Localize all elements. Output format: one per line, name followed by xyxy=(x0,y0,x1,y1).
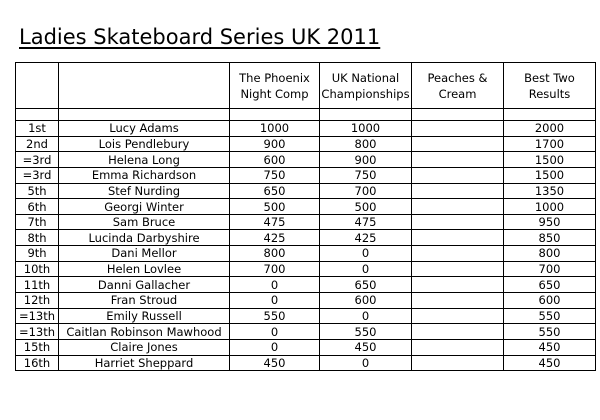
cell-peaches-and-cream xyxy=(412,355,504,371)
cell-position: 1st xyxy=(16,121,59,137)
cell-phoenix-night-comp: 0 xyxy=(230,324,320,340)
cell-best-two-results: 550 xyxy=(504,308,596,324)
cell-peaches-and-cream xyxy=(412,230,504,246)
cell-position: 5th xyxy=(16,183,59,199)
cell-uk-national-championships: 1000 xyxy=(320,121,412,137)
spacer-cell xyxy=(504,109,596,121)
cell-position: =3rd xyxy=(16,152,59,168)
cell-best-two-results: 1500 xyxy=(504,167,596,183)
cell-position: 15th xyxy=(16,339,59,355)
page-title: Ladies Skateboard Series UK 2011 xyxy=(19,25,381,49)
cell-phoenix-night-comp: 650 xyxy=(230,183,320,199)
cell-peaches-and-cream xyxy=(412,339,504,355)
cell-position: 10th xyxy=(16,261,59,277)
table-row xyxy=(16,199,596,215)
column-header-position xyxy=(16,63,59,109)
cell-phoenix-night-comp: 550 xyxy=(230,308,320,324)
table-row xyxy=(16,167,596,183)
table-row xyxy=(16,261,596,277)
cell-uk-national-championships: 450 xyxy=(320,339,412,355)
cell-best-two-results: 450 xyxy=(504,339,596,355)
cell-position: =3rd xyxy=(16,167,59,183)
cell-uk-national-championships: 0 xyxy=(320,355,412,371)
cell-position: 9th xyxy=(16,246,59,262)
column-header-best-two-results: Best Two Results xyxy=(504,63,596,109)
column-header-name xyxy=(59,63,230,109)
cell-phoenix-night-comp: 900 xyxy=(230,136,320,152)
cell-position: 2nd xyxy=(16,136,59,152)
cell-position: =13th xyxy=(16,308,59,324)
cell-phoenix-night-comp: 500 xyxy=(230,199,320,215)
cell-name: Danni Gallacher xyxy=(59,277,230,293)
cell-position: 7th xyxy=(16,214,59,230)
cell-uk-national-championships: 600 xyxy=(320,293,412,309)
cell-peaches-and-cream xyxy=(412,183,504,199)
table-row xyxy=(16,183,596,199)
cell-phoenix-night-comp: 750 xyxy=(230,167,320,183)
cell-phoenix-night-comp: 1000 xyxy=(230,121,320,137)
cell-name: Helena Long xyxy=(59,152,230,168)
cell-best-two-results: 600 xyxy=(504,293,596,309)
cell-uk-national-championships: 500 xyxy=(320,199,412,215)
cell-name: Georgi Winter xyxy=(59,199,230,215)
cell-best-two-results: 1700 xyxy=(504,136,596,152)
cell-peaches-and-cream xyxy=(412,277,504,293)
column-header-uk-national-championships: UK National Championships xyxy=(320,63,412,109)
cell-phoenix-night-comp: 475 xyxy=(230,214,320,230)
cell-name: Lucy Adams xyxy=(59,121,230,137)
cell-uk-national-championships: 425 xyxy=(320,230,412,246)
cell-position: 6th xyxy=(16,199,59,215)
cell-uk-national-championships: 900 xyxy=(320,152,412,168)
table-row xyxy=(16,246,596,262)
table-row xyxy=(16,308,596,324)
table-row xyxy=(16,121,596,137)
spacer-cell xyxy=(230,109,320,121)
table-row xyxy=(16,324,596,340)
table-row xyxy=(16,152,596,168)
cell-name: Fran Stroud xyxy=(59,293,230,309)
cell-uk-national-championships: 475 xyxy=(320,214,412,230)
cell-phoenix-night-comp: 0 xyxy=(230,293,320,309)
spacer-cell xyxy=(412,109,504,121)
cell-uk-national-championships: 0 xyxy=(320,261,412,277)
column-header-peaches-and-cream: Peaches & Cream xyxy=(412,63,504,109)
cell-best-two-results: 1500 xyxy=(504,152,596,168)
table-row xyxy=(16,293,596,309)
cell-best-two-results: 800 xyxy=(504,246,596,262)
cell-uk-national-championships: 750 xyxy=(320,167,412,183)
table-row xyxy=(16,339,596,355)
cell-peaches-and-cream xyxy=(412,214,504,230)
cell-phoenix-night-comp: 0 xyxy=(230,277,320,293)
cell-uk-national-championships: 0 xyxy=(320,246,412,262)
cell-phoenix-night-comp: 425 xyxy=(230,230,320,246)
cell-peaches-and-cream xyxy=(412,199,504,215)
cell-name: Claire Jones xyxy=(59,339,230,355)
cell-peaches-and-cream xyxy=(412,152,504,168)
cell-best-two-results: 950 xyxy=(504,214,596,230)
cell-best-two-results: 1000 xyxy=(504,199,596,215)
spacer-cell xyxy=(320,109,412,121)
spacer-cell xyxy=(59,109,230,121)
cell-uk-national-championships: 0 xyxy=(320,308,412,324)
cell-phoenix-night-comp: 450 xyxy=(230,355,320,371)
cell-name: Caitlan Robinson Mawhood xyxy=(59,324,230,340)
cell-best-two-results: 2000 xyxy=(504,121,596,137)
cell-best-two-results: 700 xyxy=(504,261,596,277)
cell-position: =13th xyxy=(16,324,59,340)
cell-peaches-and-cream xyxy=(412,246,504,262)
cell-best-two-results: 850 xyxy=(504,230,596,246)
table-row xyxy=(16,277,596,293)
cell-phoenix-night-comp: 700 xyxy=(230,261,320,277)
cell-name: Sam Bruce xyxy=(59,214,230,230)
cell-name: Stef Nurding xyxy=(59,183,230,199)
table-row xyxy=(16,355,596,371)
cell-name: Dani Mellor xyxy=(59,246,230,262)
table-row xyxy=(16,230,596,246)
cell-position: 11th xyxy=(16,277,59,293)
results-table xyxy=(15,62,596,371)
spacer-row xyxy=(16,109,596,121)
header-row xyxy=(16,63,596,109)
cell-name: Emma Richardson xyxy=(59,167,230,183)
cell-name: Lois Pendlebury xyxy=(59,136,230,152)
column-header-phoenix-night-comp: The Phoenix Night Comp xyxy=(230,63,320,109)
cell-phoenix-night-comp: 0 xyxy=(230,339,320,355)
cell-peaches-and-cream xyxy=(412,261,504,277)
cell-peaches-and-cream xyxy=(412,308,504,324)
table-row xyxy=(16,136,596,152)
cell-uk-national-championships: 800 xyxy=(320,136,412,152)
cell-peaches-and-cream xyxy=(412,293,504,309)
cell-peaches-and-cream xyxy=(412,136,504,152)
cell-position: 8th xyxy=(16,230,59,246)
cell-peaches-and-cream xyxy=(412,121,504,137)
cell-name: Helen Lovlee xyxy=(59,261,230,277)
cell-name: Lucinda Darbyshire xyxy=(59,230,230,246)
spacer-cell xyxy=(16,109,59,121)
cell-position: 12th xyxy=(16,293,59,309)
cell-best-two-results: 550 xyxy=(504,324,596,340)
cell-name: Harriet Sheppard xyxy=(59,355,230,371)
cell-phoenix-night-comp: 600 xyxy=(230,152,320,168)
cell-best-two-results: 650 xyxy=(504,277,596,293)
cell-uk-national-championships: 650 xyxy=(320,277,412,293)
cell-best-two-results: 450 xyxy=(504,355,596,371)
cell-peaches-and-cream xyxy=(412,324,504,340)
cell-peaches-and-cream xyxy=(412,167,504,183)
cell-best-two-results: 1350 xyxy=(504,183,596,199)
table-row xyxy=(16,214,596,230)
cell-position: 16th xyxy=(16,355,59,371)
cell-phoenix-night-comp: 800 xyxy=(230,246,320,262)
cell-name: Emily Russell xyxy=(59,308,230,324)
cell-uk-national-championships: 550 xyxy=(320,324,412,340)
cell-uk-national-championships: 700 xyxy=(320,183,412,199)
